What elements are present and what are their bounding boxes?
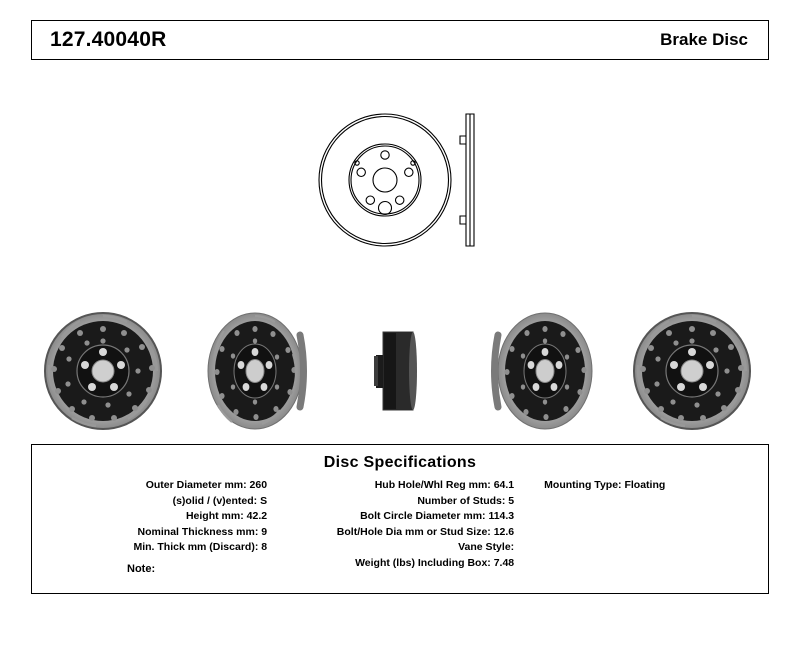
rotor-edge-profile — [374, 332, 417, 410]
disc-specifications-panel — [31, 444, 769, 594]
drilled-slotted-rotor-angled-left — [208, 313, 304, 429]
spec-row: (s)olid / (v)ented: S — [172, 494, 268, 507]
spec-row: Hub Hole/Whl Reg mm: 64.1 — [374, 479, 515, 491]
spec-panel-title: Disc Specifications — [323, 454, 477, 471]
spec-column-left — [32, 478, 277, 571]
header-bar — [31, 20, 769, 60]
spec-row: Mounting Type: Floating — [544, 479, 666, 491]
note-label: Note: — [127, 563, 156, 575]
page-title: Brake Disc — [660, 30, 748, 49]
spec-row: Min. Thick mm (Discard): 8 — [133, 541, 268, 553]
spec-row: Outer Diameter mm: 260 — [145, 479, 268, 491]
spec-row: Nominal Thickness mm: 9 — [137, 525, 268, 538]
header-right-cell — [400, 21, 768, 59]
spec-row: Number of Studs: 5 — [417, 494, 515, 507]
rotor-face-outline — [319, 114, 451, 246]
spec-row: Vane Style: — [458, 541, 515, 553]
spec-row: Height mm: 42.2 — [185, 510, 268, 522]
spec-column-middle — [277, 478, 522, 571]
spec-row: Weight (lbs) Including Box: 7.48 — [355, 556, 515, 569]
spec-columns — [32, 478, 768, 571]
drilled-slotted-rotor-front-left — [45, 313, 161, 429]
drilled-rotor-angled-right — [495, 313, 593, 429]
header-left-cell — [32, 21, 400, 59]
drilled-slotted-rotor-front-right — [634, 313, 750, 429]
spec-column-right — [522, 478, 768, 571]
rotor-drawings-svg — [0, 60, 800, 440]
product-illustration-area — [0, 60, 800, 440]
spec-row: Bolt Circle Diameter mm: 114.3 — [360, 510, 515, 522]
spec-row: Bolt/Hole Dia mm or Stud Size: 12.6 — [336, 525, 515, 538]
rotor-edge-outline — [460, 114, 474, 246]
part-number: 127.40040R — [50, 28, 167, 51]
